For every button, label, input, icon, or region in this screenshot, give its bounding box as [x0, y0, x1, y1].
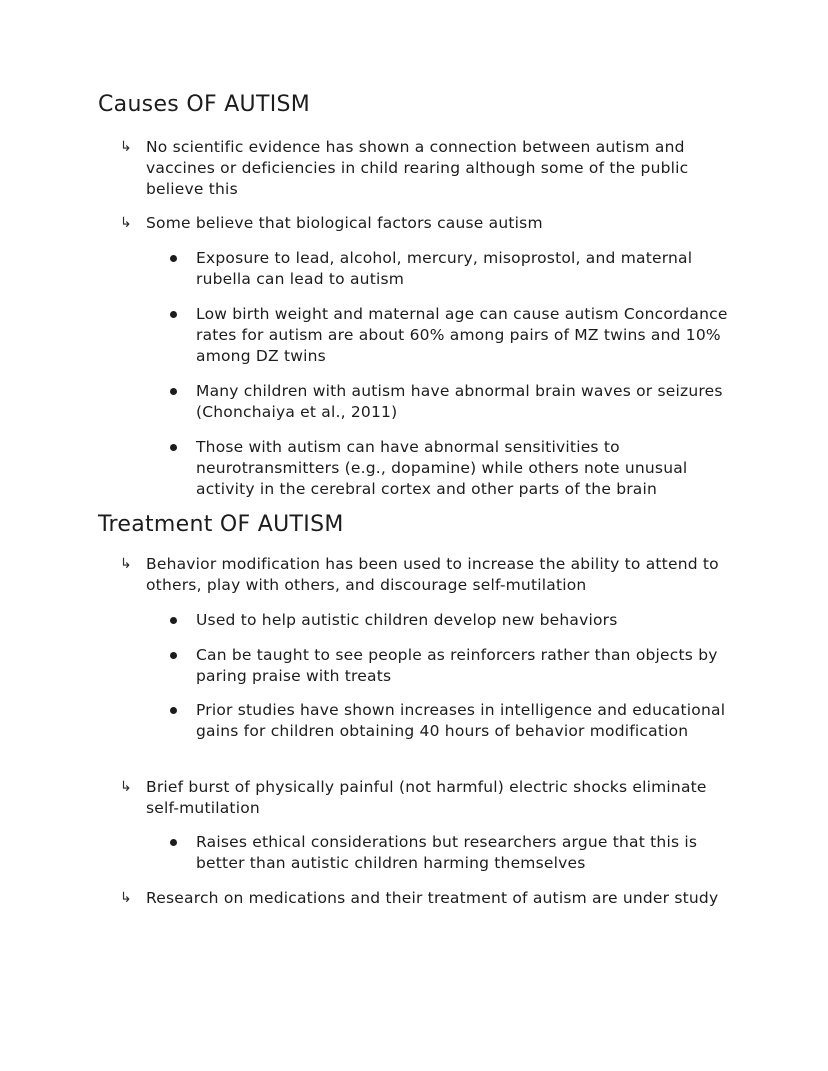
list-item [170, 437, 740, 500]
bullet-dot-icon [170, 388, 177, 395]
list-item [170, 645, 740, 687]
list-item [170, 832, 740, 874]
return-arrow-icon: ↳ [120, 779, 132, 795]
list-item-text: Behavior modification has been used to increase the ability to attend to others, play with others, and discourage self-mutilation [146, 555, 719, 594]
list-item [120, 888, 740, 909]
list-item-text: Exposure to lead, alcohol, mercury, misoprostol, and maternal rubella can lead to autism [196, 249, 693, 288]
list-item-text: Brief burst of physically painful (not harmful) electric shocks eliminate self-mutilation [146, 778, 707, 817]
list-item [170, 248, 740, 290]
list-item [170, 304, 740, 367]
list-item-text: Those with autism can have abnormal sensitivities to neurotransmitters (e.g., dopamine) while others note unusual activity in the cerebral cortex and other parts of the brain [196, 438, 688, 498]
list-item [120, 213, 740, 234]
list-item-text: Raises ethical considerations but researchers argue that this is better than autistic children harming themselves [196, 833, 698, 872]
list-item-text: Low birth weight and maternal age can cause autism Concordance rates for autism are about 60% among pairs of MZ twins and 10% among DZ twins [196, 305, 728, 365]
list-item [120, 137, 740, 200]
list-item [120, 777, 740, 819]
bullet-dot-icon [170, 839, 177, 846]
bullet-dot-icon [170, 311, 177, 318]
list-item-text: Many children with autism have abnormal brain waves or seizures (Chonchaiya et al., 2011) [196, 382, 723, 421]
return-arrow-icon: ↳ [120, 556, 132, 572]
list-item [170, 610, 740, 631]
return-arrow-icon: ↳ [120, 139, 132, 155]
section-heading-treatment: Treatment OF AUTISM [98, 512, 344, 537]
list-item-text: Some believe that biological factors cause autism [146, 214, 543, 232]
bullet-dot-icon [170, 444, 177, 451]
return-arrow-icon: ↳ [120, 215, 132, 231]
section-heading-causes: Causes OF AUTISM [98, 92, 311, 117]
bullet-dot-icon [170, 707, 177, 714]
bullet-dot-icon [170, 255, 177, 262]
list-item-text: No scientific evidence has shown a connection between autism and vaccines or deficiencies in child rearing although some of the public believe this [146, 138, 689, 198]
return-arrow-icon: ↳ [120, 890, 132, 906]
list-item-text: Can be taught to see people as reinforcers rather than objects by paring praise with treats [196, 646, 718, 685]
list-item-text: Used to help autistic children develop new behaviors [196, 611, 618, 629]
list-item-text: Research on medications and their treatment of autism are under study [146, 889, 719, 907]
bullet-dot-icon [170, 617, 177, 624]
bullet-dot-icon [170, 652, 177, 659]
list-item [170, 381, 740, 423]
list-item [170, 700, 740, 742]
list-item-text: Prior studies have shown increases in intelligence and educational gains for children obtaining 40 hours of behavior modification [196, 701, 726, 740]
list-item [120, 554, 740, 596]
